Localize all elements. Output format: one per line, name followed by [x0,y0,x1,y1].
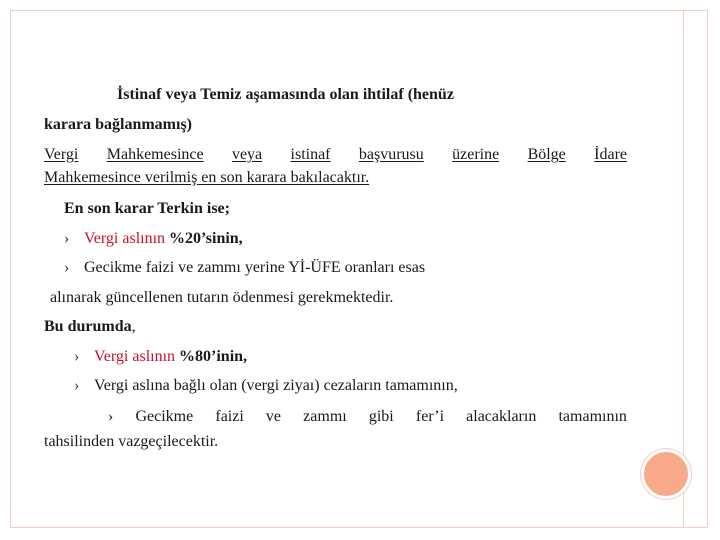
case-item-1 [74,347,247,367]
bullet-icon: › [74,377,80,394]
case-item-3-cont: tahsilinden vazgeçilecektir. [44,433,219,450]
item3-word: Gecikme [135,408,194,425]
subhead-terkin: En son karar Terkin ise; [64,200,230,217]
bu-durumda [44,317,136,337]
heading-line2: karara bağlanmamış) [44,116,192,133]
para1-line1 [44,145,627,165]
bu-durumda-comma: , [131,318,136,335]
bu-durumda-bold: Bu durumda [44,318,132,335]
item3-word: gibi [368,408,394,425]
para1-line2: Mahkemesince verilmiş en son karara bakılacaktır. [44,169,370,186]
para1-word: başvurusu [358,146,424,163]
item-prefix: Vergi aslının [84,230,166,247]
bullet-icon: › [108,408,114,425]
para1-word: Vergi [44,146,79,163]
terkin-item-2-cont: alınarak güncellenen tutarın ödenmesi gerekmektedir. [50,289,394,306]
case-item-3 [108,407,627,427]
item3-word: faizi [215,408,244,425]
item3-word: alacakların [466,408,537,425]
item-prefix: Vergi aslının [94,348,176,365]
para1-word: veya [231,146,263,163]
para1-word: İdare [594,146,627,163]
bullet-icon: › [64,259,70,276]
item-percent: %20’sinin, [169,230,243,247]
bullet-icon: › [74,348,80,365]
heading-line1: İstinaf veya Temiz aşamasında olan ihtilaf (henüz [117,86,454,103]
item-text: Gecikme faizi ve zammı yerine Yİ-ÜFE oranları esas [84,259,426,276]
terkin-item-2 [64,258,425,278]
item3-word: zammı [303,408,347,425]
item3-word: tamamının [558,408,627,425]
bullet-icon: › [64,230,70,247]
case-item-2 [74,376,458,396]
para1-word: Bölge [527,146,566,163]
item-text: Vergi aslına bağlı olan (vergi ziyaı) cezaların tamamının, [94,377,458,394]
decorative-dot [641,449,691,499]
item-percent: %80’inin, [179,348,248,365]
para1-word: üzerine [452,146,500,163]
frame-side-line [683,10,684,528]
item3-word: ve [265,408,282,425]
terkin-item-1 [64,229,243,249]
para1-word: istinaf [290,146,331,163]
para1-word: Mahkemesince [106,146,204,163]
item3-word: fer’i [415,408,445,425]
